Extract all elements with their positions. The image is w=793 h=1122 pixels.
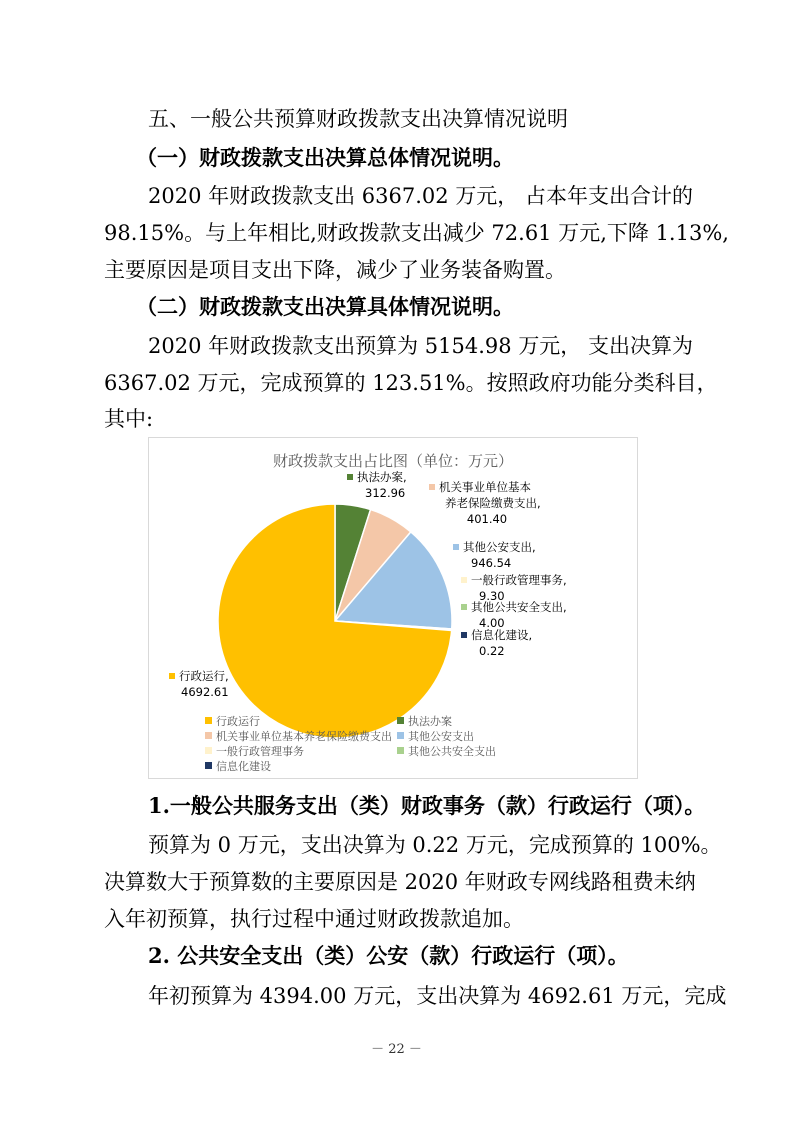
data-label-3 xyxy=(453,540,536,570)
paragraph-line: 主要原因是项目支出下降，减少了业务装备购置。 xyxy=(104,258,566,282)
legend-label: 一般行政管理事务 xyxy=(216,745,304,758)
data-label-text: 一般行政管理事务, xyxy=(471,573,567,587)
data-label-text: 行政运行, xyxy=(179,669,229,683)
data-label-text: 4.00 xyxy=(479,616,505,630)
legend-label: 信息化建设 xyxy=(216,760,271,773)
legend-swatch xyxy=(205,762,212,769)
subsection-title-1: （一）财政拨款支出决算总体情况说明。 xyxy=(136,145,514,170)
data-label-marker xyxy=(461,632,467,638)
legend-swatch xyxy=(205,717,212,724)
legend-swatch xyxy=(397,732,404,739)
legend-item-2 xyxy=(205,729,392,743)
data-label-1 xyxy=(347,470,407,500)
data-label-marker xyxy=(347,474,353,480)
item-title-2: 2. 公共安全支出（类）公安（款）行政运行（项）。 xyxy=(148,943,629,968)
data-label-marker xyxy=(453,544,459,550)
data-label-text: 执法办案, xyxy=(357,470,407,484)
data-label-text: 机关事业单位基本 xyxy=(439,480,531,494)
legend-label: 行政运行 xyxy=(216,715,260,728)
data-label-0 xyxy=(169,669,229,699)
legend-label: 执法办案 xyxy=(408,715,452,728)
page-number: － 22 － xyxy=(371,1042,422,1057)
legend-swatch xyxy=(205,747,212,754)
legend-swatch xyxy=(205,732,212,739)
paragraph-line: 98.15%。与上年相比,财政拨款支出减少 72.61 万元,下降 1.13%, xyxy=(104,221,729,245)
data-label-2 xyxy=(429,480,541,526)
data-label-text: 其他公共安全支出, xyxy=(471,600,567,614)
paragraph-line: 2020 年财政拨款支出 6367.02 万元， 占本年支出合计的 xyxy=(148,184,693,208)
legend-item-5 xyxy=(397,744,496,758)
data-label-5 xyxy=(461,600,567,630)
data-label-6 xyxy=(461,628,532,658)
data-label-text: 946.54 xyxy=(471,556,512,570)
legend-item-6 xyxy=(205,759,271,773)
data-label-text: 0.22 xyxy=(479,644,505,658)
paragraph-line: 决算数大于预算数的主要原因是 2020 年财政专网线路租费未纳 xyxy=(104,870,696,894)
paragraph-line: 其中: xyxy=(104,407,154,431)
data-label-text: 其他公安支出, xyxy=(463,540,536,554)
pie-chart-svg xyxy=(149,438,637,778)
data-label-text: 养老保险缴费支出, xyxy=(445,496,541,510)
paragraph-line: 6367.02 万元，完成预算的 123.51%。按照政府功能分类科目， xyxy=(104,371,718,395)
data-label-text: 401.40 xyxy=(466,512,508,526)
legend-item-0 xyxy=(205,714,260,728)
legend-item-4 xyxy=(205,744,304,758)
pie-chart xyxy=(148,437,638,779)
paragraph-line: 年初预算为 4394.00 万元，支出决算为 4692.61 万元，完成 xyxy=(148,984,727,1008)
legend-swatch xyxy=(397,717,404,724)
paragraph-line: 入年初预算，执行过程中通过财政拨款追加。 xyxy=(104,907,524,931)
data-label-text: 312.96 xyxy=(365,486,406,500)
legend-swatch xyxy=(397,747,404,754)
paragraph-line: 预算为 0 万元，支出决算为 0.22 万元，完成预算的 100%。 xyxy=(148,833,722,857)
legend-label: 机关事业单位基本养老保险缴费支出 xyxy=(216,730,392,743)
subsection-title-2: （二）财政拨款支出决算具体情况说明。 xyxy=(136,294,514,319)
section-heading: 五、一般公共预算财政拨款支出决算情况说明 xyxy=(148,107,568,131)
legend-item-1 xyxy=(397,714,452,728)
legend-item-3 xyxy=(397,729,474,743)
data-label-4 xyxy=(461,573,567,603)
data-label-text: 4692.61 xyxy=(181,685,229,699)
data-label-marker xyxy=(461,577,467,583)
item-title-1: 1.一般公共服务支出（类）财政事务（款）行政运行（项）。 xyxy=(148,793,706,818)
data-label-text: 信息化建设, xyxy=(471,628,533,642)
data-label-marker xyxy=(461,604,467,610)
data-label-marker xyxy=(169,673,175,679)
paragraph-line: 2020 年财政拨款支出预算为 5154.98 万元， 支出决算为 xyxy=(148,334,693,358)
data-label-text: 9.30 xyxy=(479,589,505,603)
data-label-marker xyxy=(429,484,435,490)
legend-label: 其他公共安全支出 xyxy=(408,745,496,758)
legend-label: 其他公安支出 xyxy=(408,730,474,743)
chart-title: 财政拨款支出占比图（单位：万元） xyxy=(272,452,514,470)
